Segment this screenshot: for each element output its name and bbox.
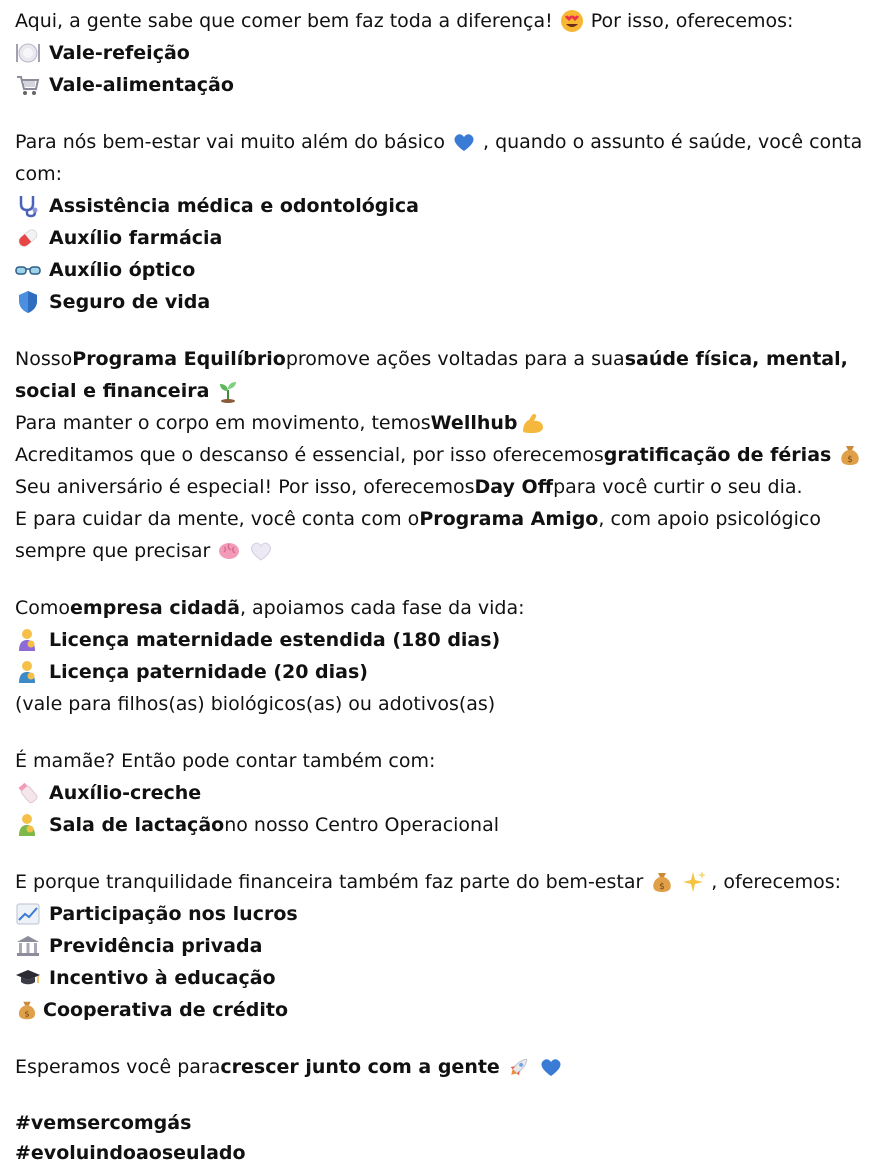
health-intro-cont-text: com: — [15, 163, 62, 185]
programa-amigo: Programa Amigo — [419, 508, 599, 530]
text: Seu aniversário é especial! Por isso, oferecemos — [15, 476, 475, 498]
sparkles-icon — [681, 870, 707, 894]
father-baby-icon — [15, 660, 41, 684]
chart-increasing-icon — [15, 902, 41, 926]
cidada-note — [15, 688, 885, 720]
text: É mamãe? Então pode contar também com: — [15, 750, 436, 772]
equilibrio-line-6 — [15, 503, 885, 535]
text: , apoiamos cada fase da vida: — [239, 597, 525, 619]
text: promove ações voltadas para a sua — [285, 348, 625, 370]
financeira-item — [15, 962, 885, 994]
cidada-item — [15, 656, 885, 688]
health-label: Assistência médica e odontológica — [49, 195, 419, 217]
intro-line — [15, 5, 885, 37]
profit-sharing-label: Participação nos lucros — [49, 903, 298, 925]
equilibrio-line-7 — [15, 535, 885, 567]
education-label: Incentivo à educação — [49, 967, 276, 989]
closing-emphasis: crescer junto com a gente — [220, 1056, 500, 1078]
text: Para manter o corpo em movimento, temos — [15, 412, 431, 434]
health-intro-after: , quando o assunto é saúde, você conta — [482, 131, 863, 153]
brain-icon — [216, 539, 242, 563]
white-heart-icon — [248, 539, 274, 563]
health-label: Auxílio óptico — [49, 259, 196, 281]
health-intro-line — [15, 126, 885, 158]
food-label: Vale-alimentação — [49, 74, 234, 96]
health-intro-cont — [15, 158, 885, 190]
text: Esperamos você para — [15, 1056, 221, 1078]
intro-text-after: Por isso, oferecemos: — [590, 10, 794, 32]
mamae-item — [15, 777, 885, 809]
health-item — [15, 190, 885, 222]
money-bag-icon — [837, 443, 863, 467]
day-off: Day Off — [474, 476, 554, 498]
credit-coop-label: Cooperativa de crédito — [43, 999, 289, 1021]
text: para você curtir o seu dia. — [553, 476, 803, 498]
food-item — [15, 37, 885, 69]
seedling-icon — [215, 379, 241, 403]
health-item — [15, 222, 885, 254]
equilibrio-line-5 — [15, 471, 885, 503]
benefits-document — [15, 5, 885, 1168]
mother-baby-icon — [15, 628, 41, 652]
stethoscope-icon — [15, 194, 41, 218]
lactation-label: Sala de lactação — [49, 814, 225, 836]
health-areas: saúde física, mental, — [624, 348, 848, 370]
equilibrio-line-3 — [15, 407, 885, 439]
pill-icon — [15, 226, 41, 250]
blue-heart-icon — [451, 130, 477, 154]
equilibrio-line-1 — [15, 343, 885, 375]
text: E porque tranquilidade financeira também faz parte do bem-estar — [15, 871, 644, 893]
text: Como — [15, 597, 71, 619]
equilibrio-line-2 — [15, 375, 885, 407]
flexed-bicep-icon — [520, 411, 546, 435]
health-areas-cont: social e financeira — [15, 380, 210, 402]
hashtag — [15, 1108, 885, 1138]
empresa-cidada: empresa cidadã — [70, 597, 240, 619]
health-label: Seguro de vida — [49, 291, 211, 313]
financeira-item — [15, 930, 885, 962]
shield-icon — [15, 290, 41, 314]
health-label: Auxílio farmácia — [49, 227, 223, 249]
text: , com apoio psicológico — [598, 508, 821, 530]
paternity-leave-label: Licença paternidade (20 dias) — [49, 661, 368, 683]
financeira-item — [15, 898, 885, 930]
pension-label: Previdência privada — [49, 935, 263, 957]
baby-bottle-icon — [15, 781, 41, 805]
shopping-cart-icon — [15, 73, 41, 97]
mamae-item — [15, 809, 885, 841]
text: Nosso — [15, 348, 73, 370]
rocket-icon — [506, 1055, 532, 1079]
closing-line — [15, 1051, 885, 1083]
note-text: (vale para filhos(as) biológicos(as) ou adotivos(as) — [15, 693, 496, 715]
bank-icon — [15, 934, 41, 958]
financeira-item — [15, 994, 885, 1026]
money-bag-icon — [649, 870, 675, 894]
maternity-leave-label: Licença maternidade estendida (180 dias) — [49, 629, 501, 651]
text: , oferecemos: — [711, 871, 842, 893]
text: Acreditamos que o descanso é essencial, por isso oferecemos — [15, 444, 604, 466]
svg-text:$: $ — [847, 455, 854, 465]
mamae-intro — [15, 745, 885, 777]
financeira-intro — [15, 866, 885, 898]
heart-eyes-face-icon — [559, 9, 585, 33]
equilibrio-line-4 — [15, 439, 885, 471]
hashtag — [15, 1138, 885, 1168]
program-name: Programa Equilíbrio — [72, 348, 286, 370]
hashtag-vemsercomgas: #vemsercomgás — [15, 1112, 192, 1134]
food-label: Vale-refeição — [49, 42, 190, 64]
food-item — [15, 69, 885, 101]
wellhub-name: Wellhub — [430, 412, 518, 434]
intro-text-before: Aqui, a gente sabe que comer bem faz toda a diferença! — [15, 10, 553, 32]
cidada-intro — [15, 592, 885, 624]
health-intro-before: Para nós bem-estar vai muito além do básico — [15, 131, 445, 153]
glasses-icon — [15, 258, 41, 282]
blue-heart-icon — [538, 1055, 564, 1079]
vacation-bonus: gratificação de férias — [603, 444, 832, 466]
health-item — [15, 286, 885, 318]
text: sempre que precisar — [15, 540, 211, 562]
cidada-item — [15, 624, 885, 656]
text: E para cuidar da mente, você conta com o — [15, 508, 420, 530]
breastfeeding-icon — [15, 813, 41, 837]
money-bag-icon — [15, 998, 39, 1022]
hashtag-evoluindoaoseulado: #evoluindoaoseulado — [15, 1142, 246, 1164]
graduation-cap-icon — [15, 966, 41, 990]
plate-cutlery-icon — [15, 41, 41, 65]
svg-text:$: $ — [659, 882, 666, 892]
lactation-suffix: no nosso Centro Operacional — [224, 814, 500, 836]
svg-text:$: $ — [24, 1008, 30, 1019]
creche-label: Auxílio-creche — [49, 782, 202, 804]
health-item — [15, 254, 885, 286]
